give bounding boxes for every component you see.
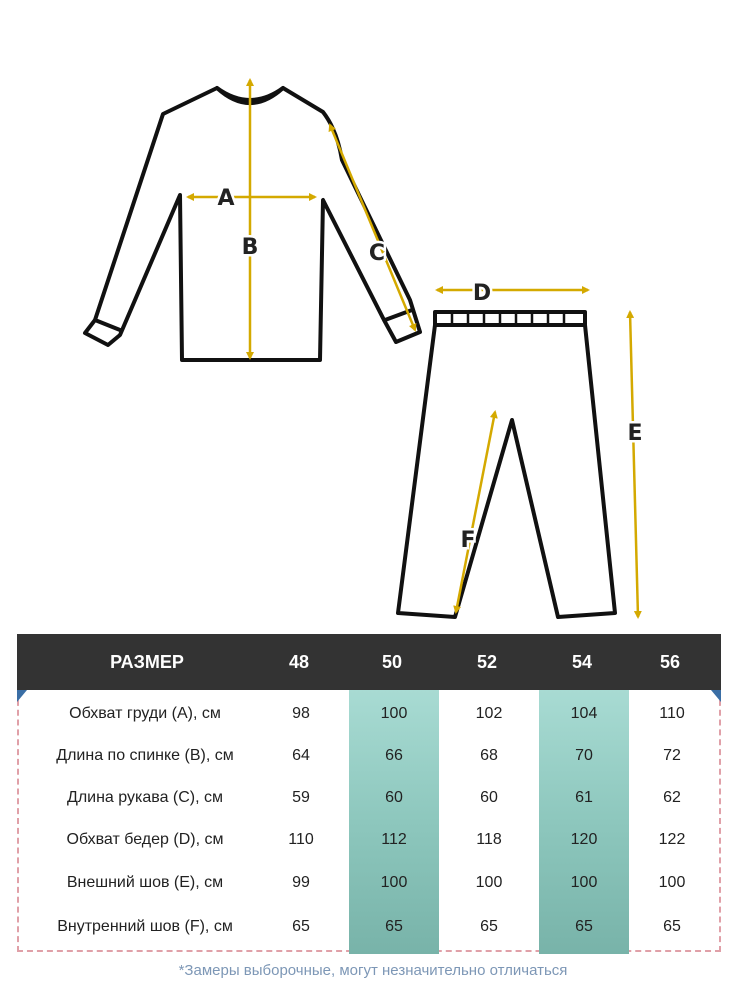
table-cell: 100	[570, 874, 598, 891]
label-c: C	[368, 241, 386, 266]
table-cell: 104	[570, 705, 598, 722]
table-cell: 68	[480, 747, 498, 764]
label-b: B	[241, 235, 259, 260]
row-label: Длина по спинке (B), см	[56, 747, 234, 764]
table-cell: 60	[480, 789, 498, 806]
table-cell: 99	[292, 874, 310, 891]
table-cell: 64	[292, 747, 310, 764]
label-a: A	[217, 186, 235, 211]
table-cell: 65	[385, 918, 403, 935]
label-e: E	[627, 421, 643, 446]
arrow-e	[630, 312, 638, 617]
table-cell: 61	[575, 789, 593, 806]
table-row	[19, 863, 719, 903]
pants-outline	[398, 312, 615, 617]
table-cell: 65	[292, 918, 310, 935]
row-label: Обхват груди (A), см	[69, 705, 221, 722]
header-size-50: 50	[381, 652, 403, 672]
header-size-54: 54	[571, 652, 593, 672]
table-row	[19, 820, 719, 860]
header-size-52: 52	[476, 652, 498, 672]
table-row	[19, 907, 719, 947]
row-label: Длина рукава (C), см	[66, 789, 224, 806]
table-cell: 62	[663, 789, 681, 806]
table-cell: 110	[288, 831, 314, 848]
table-row	[19, 778, 719, 818]
header-size-48: 48	[288, 652, 310, 672]
table-cell: 72	[663, 747, 681, 764]
header-size-label: РАЗМЕР	[110, 652, 184, 672]
footnote: *Замеры выборочные, могут незначительно отличаться	[178, 962, 568, 979]
table-cell: 122	[658, 831, 686, 848]
table-cell: 100	[380, 874, 408, 891]
table-cell: 112	[381, 831, 407, 848]
row-label: Внешний шов (E), см	[66, 874, 224, 891]
table-cell: 70	[575, 747, 593, 764]
table-row	[19, 736, 719, 776]
table-cell: 100	[380, 705, 408, 722]
table-cell: 60	[385, 789, 403, 806]
row-label: Обхват бедер (D), см	[66, 831, 224, 848]
table-cell: 59	[292, 789, 310, 806]
table-cell: 65	[480, 918, 498, 935]
table-cell: 120	[570, 831, 598, 848]
table-cell: 98	[292, 705, 310, 722]
table-row	[19, 694, 719, 734]
table-cell: 118	[476, 831, 502, 848]
table-cell: 110	[659, 705, 685, 722]
table-cell: 100	[475, 874, 503, 891]
header-corner-left	[17, 690, 27, 702]
table-cell: 65	[575, 918, 593, 935]
size-table	[17, 634, 721, 954]
table-cell: 66	[385, 747, 403, 764]
header-size-56: 56	[659, 652, 681, 672]
label-d: D	[472, 281, 492, 306]
header-corner-right	[711, 690, 721, 702]
size-table-body	[17, 690, 721, 952]
table-cell: 100	[658, 874, 686, 891]
size-table-header	[17, 634, 721, 690]
table-cell: 102	[475, 705, 503, 722]
label-f: F	[460, 528, 476, 553]
row-label: Внутренний шов (F), см	[57, 918, 233, 935]
table-cell: 65	[663, 918, 681, 935]
